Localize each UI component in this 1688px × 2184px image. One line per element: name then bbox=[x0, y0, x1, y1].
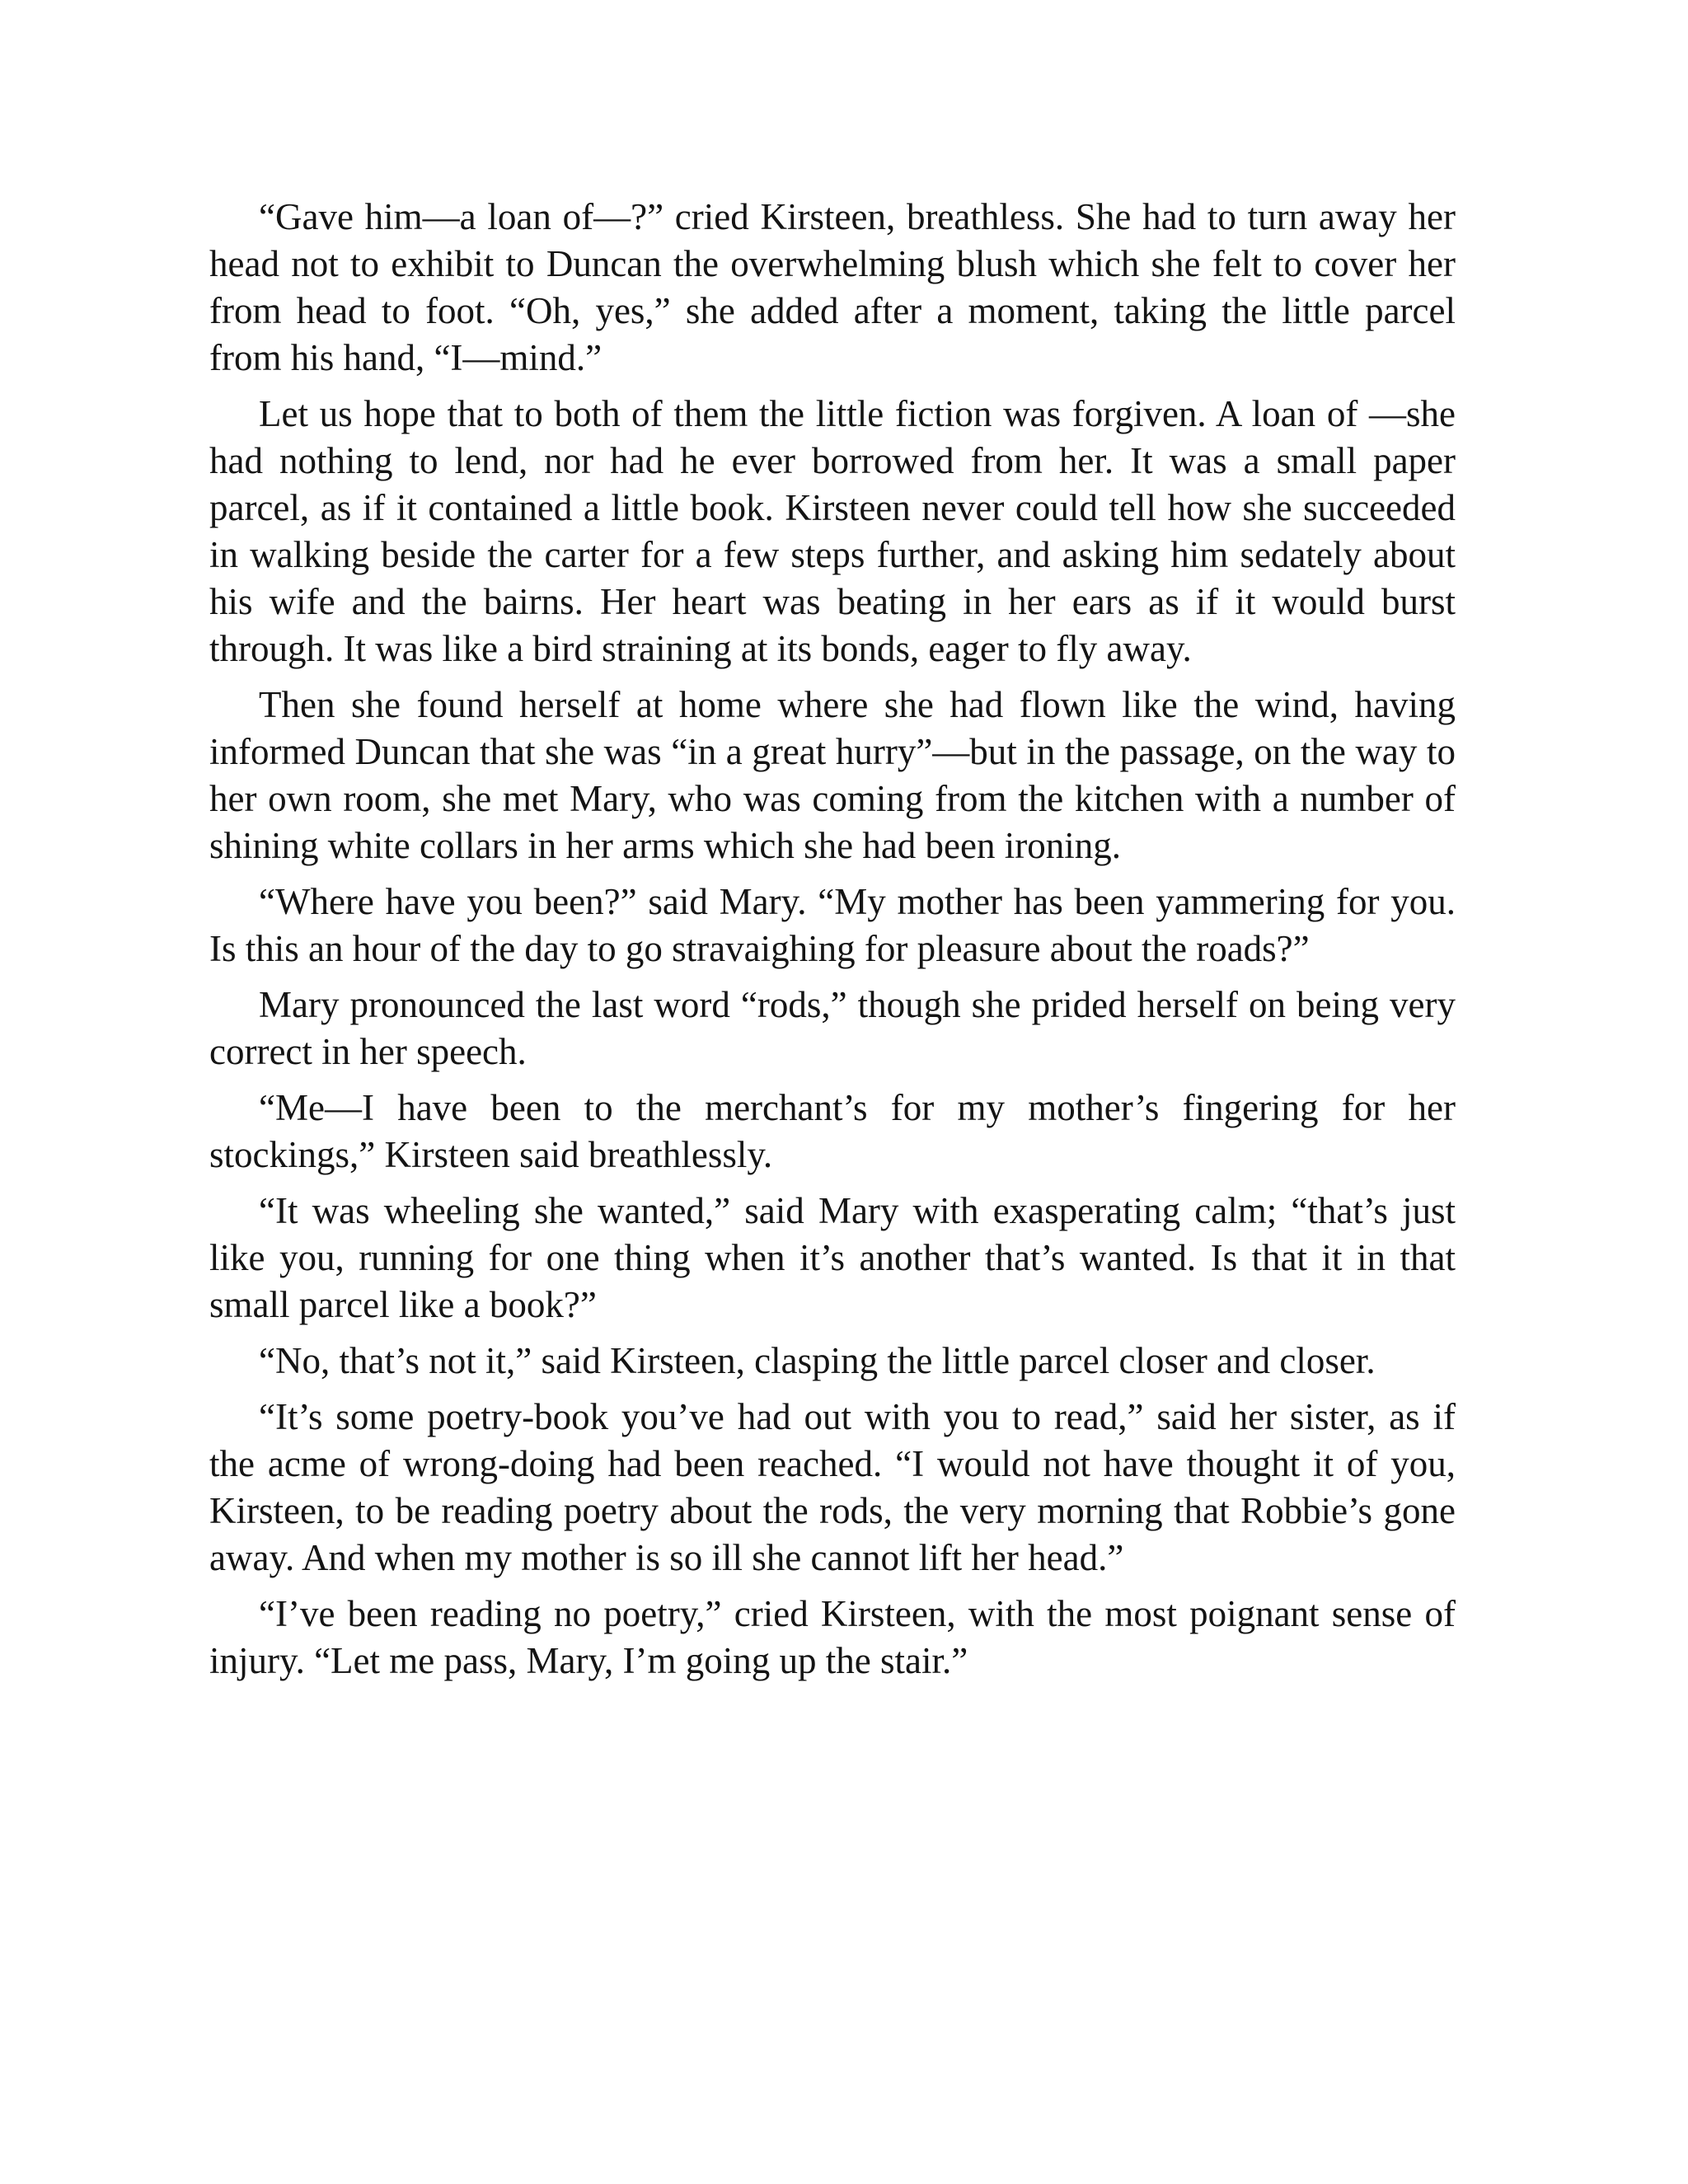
paragraph: Let us hope that to both of them the little fiction was forgiven. A loan of —she had nothing to lend, nor had he ever borrowed from her. It was a small paper parcel, as if it contained a little book. Kirsteen never could tell how she succeeded in walking beside the carter for a few steps further, and asking him sedately about his wife and the bairns. Her heart was beating in her ears as if it would burst through. It was like a bird straining at its bonds, eager to fly away. bbox=[209, 393, 1456, 669]
paragraph: “I’ve been reading no poetry,” cried Kirsteen, with the most poignant sense of injury. “Let me pass, Mary, I’m going up the stair.” bbox=[209, 1593, 1456, 1681]
paragraph: “Where have you been?” said Mary. “My mother has been yammering for you. Is this an hour of the day to go stravaighing for pleasure about the roads?” bbox=[209, 881, 1456, 969]
paragraph: “Me—I have been to the merchant’s for my mother’s fingering for her stockings,” Kirsteen said breathlessly. bbox=[209, 1087, 1456, 1175]
paragraph: “No, that’s not it,” said Kirsteen, clasping the little parcel closer and closer. bbox=[259, 1340, 1376, 1381]
page-body bbox=[209, 194, 1456, 1694]
paragraph: “Gave him—a loan of—?” cried Kirsteen, breathless. She had to turn away her head not to exhibit to Duncan the overwhelming blush which she felt to cover her from head to foot. “Oh, yes,” she added after a moment, taking the little parcel from his hand, “I—mind.” bbox=[209, 196, 1456, 378]
paragraph: “It’s some poetry-book you’ve had out with you to read,” said her sister, as if the acme of wrong-doing had been reached. “I would not have thought it of you, Kirsteen, to be reading poetry about the rods, the very morning that Robbie’s gone away. And when my mother is so ill she cannot lift her head.” bbox=[209, 1396, 1456, 1578]
paragraph: Then she found herself at home where she had flown like the wind, having informed Duncan that she was “in a great hurry”—but in the passage, on the way to her own room, she met Mary, who was coming from the kitchen with a number of shining white collars in her arms which she had been ironing. bbox=[209, 684, 1456, 866]
paragraph: “It was wheeling she wanted,” said Mary with exasperating calm; “that’s just like you, running for one thing when it’s another that’s wanted. Is that it in that small parcel like a book?” bbox=[209, 1190, 1456, 1325]
paragraph: Mary pronounced the last word “rods,” though she prided herself on being very correct in her speech. bbox=[209, 984, 1456, 1072]
